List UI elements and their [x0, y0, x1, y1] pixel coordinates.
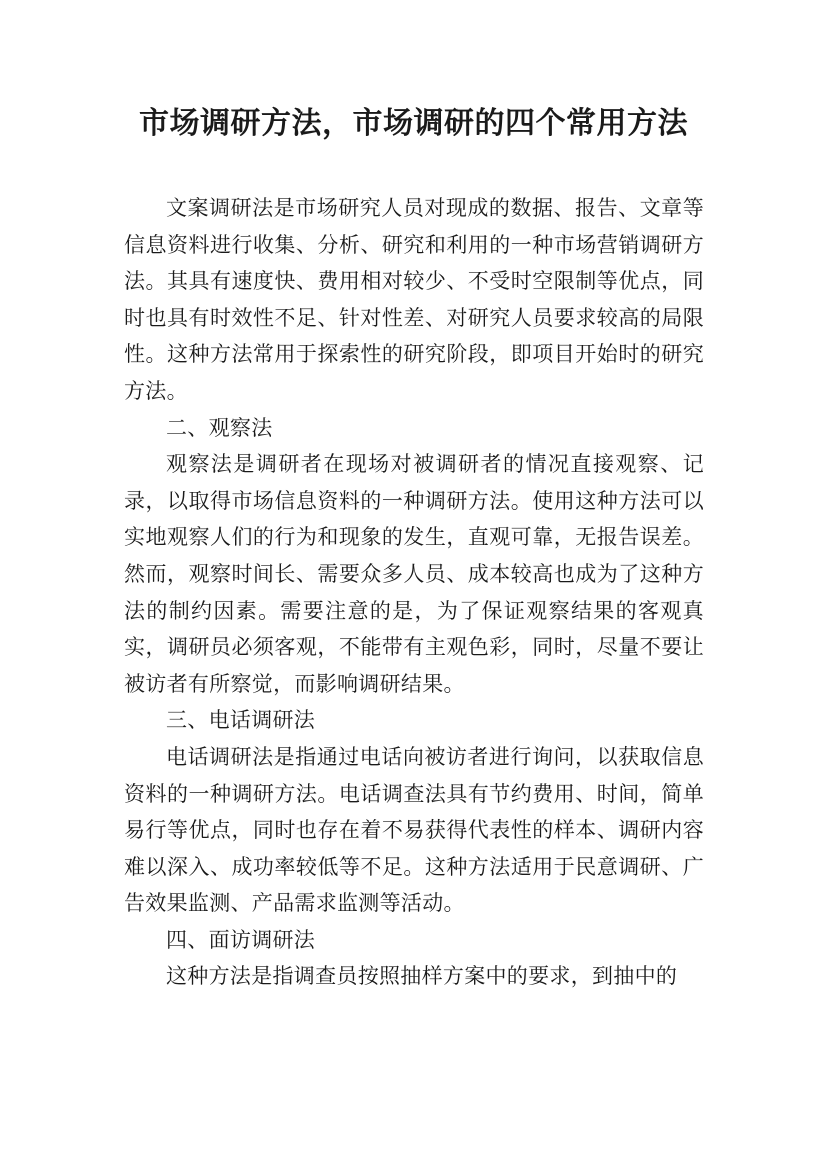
section-heading-interview: 四、面访调研法 [166, 927, 316, 952]
section-heading-observation: 二、观察法 [166, 415, 273, 440]
section-heading-telephone: 三、电话调研法 [166, 708, 316, 733]
paragraph-interview: 这种方法是指调查员按照抽样方案中的要求，到抽中的 [166, 964, 678, 989]
paragraph-desk-research: 文案调研法是市场研究人员对现成的数据、报告、文章等信息资料进行收集、分析、研究和利用的一种市场营销调研方法。其具有速度快、费用相对较少、不受时空限制等优点，同时也具有时效性不足、针对性差、对研究人员要求较高的局限性。这种方法常用于探索性的研究阶段，即项目开始时的研究方法。 [124, 196, 704, 403]
document-title: 市场调研方法，市场调研的四个常用方法 [139, 106, 688, 141]
document-body [124, 190, 704, 995]
paragraph-observation: 观察法是调研者在现场对被调研者的情况直接观察、记录，以取得市场信息资料的一种调研方法。使用这种方法可以实地观察人们的行为和现象的发生，直观可靠，无报告误差。然而，观察时间长、需要众多人员、成本较高也成为了这种方法的制约因素。需要注意的是，为了保证观察结果的客观真实，调研员必须客观，不能带有主观色彩，同时，尽量不要让被访者有所察觉，而影响调研结果。 [124, 452, 704, 696]
paragraph-telephone: 电话调研法是指通过电话向被访者进行询问，以获取信息资料的一种调研方法。电话调查法具有节约费用、时间，简单易行等优点，同时也存在着不易获得代表性的样本、调研内容难以深入、成功率较低等不足。这种方法适用于民意调研、广告效果监测、产品需求监测等活动。 [124, 744, 704, 916]
